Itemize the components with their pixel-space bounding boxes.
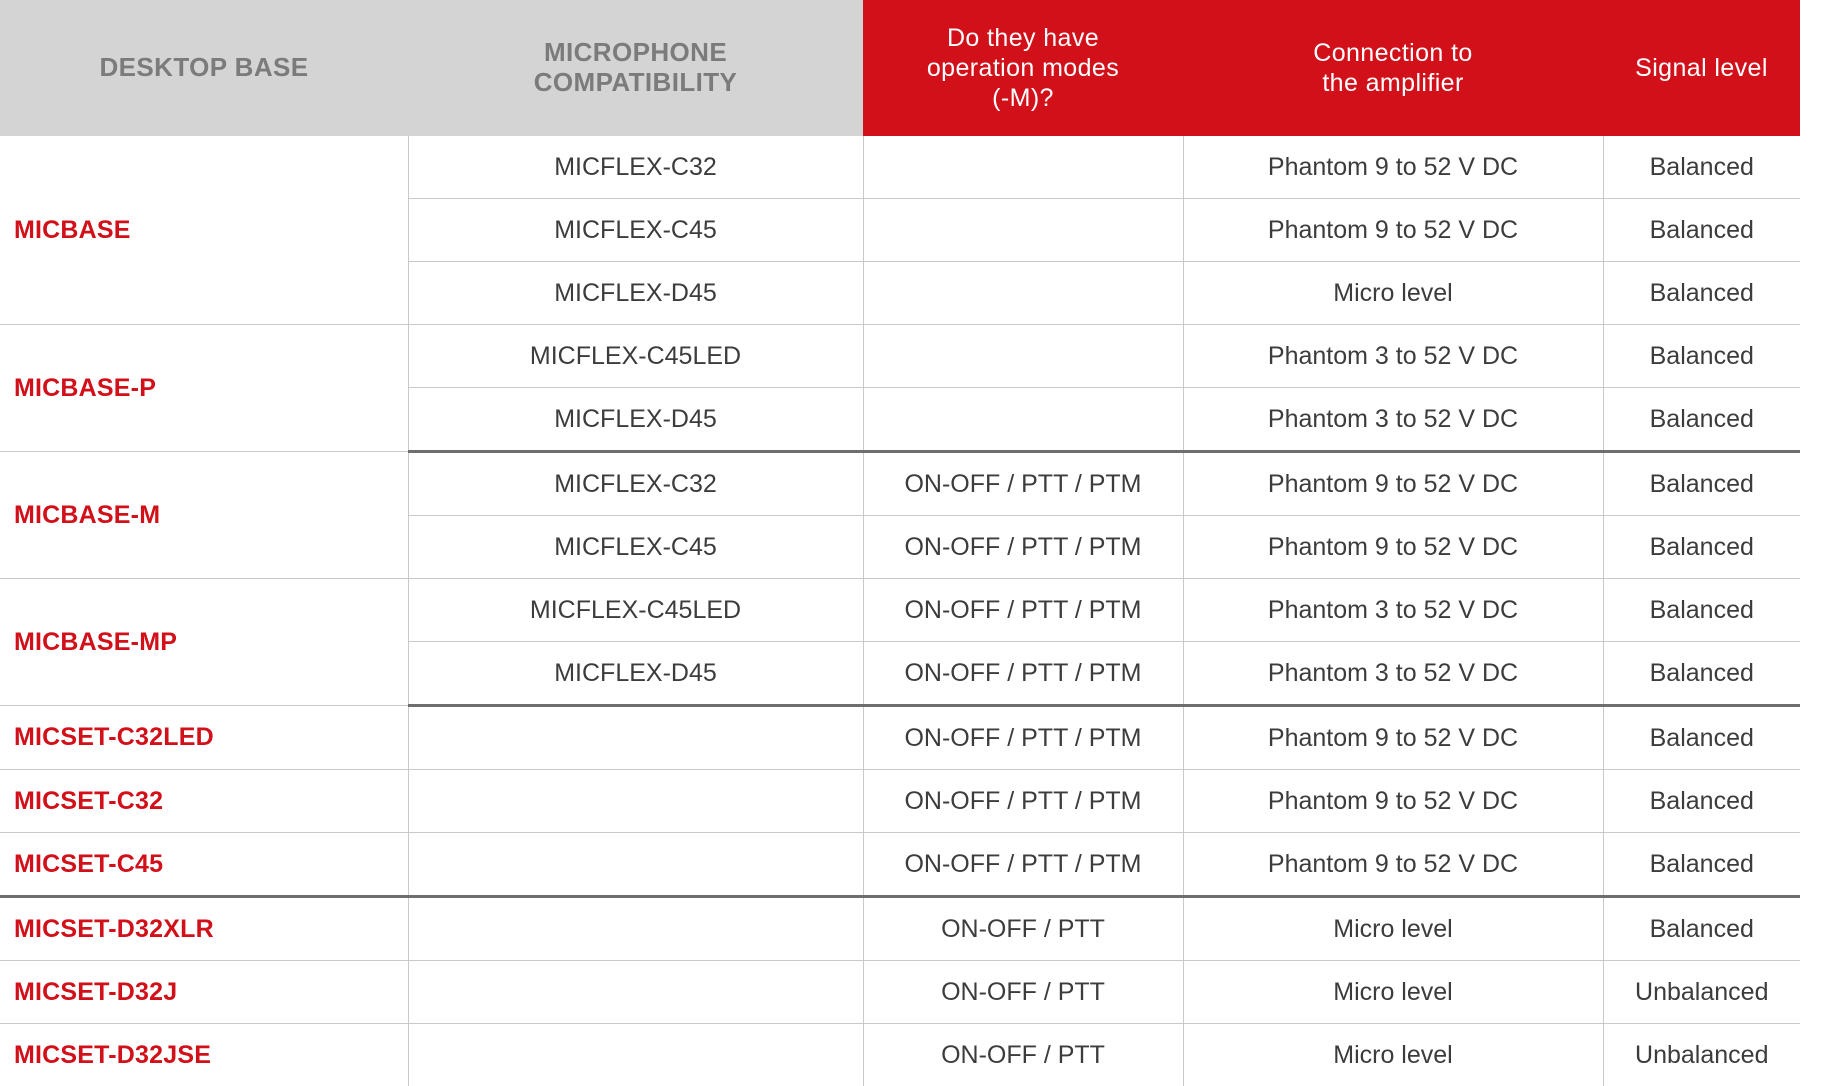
cell-desktop-base: MICSET-C32 bbox=[0, 770, 408, 833]
cell-signal: Balanced bbox=[1603, 516, 1800, 579]
table-body bbox=[0, 136, 1800, 1086]
cell-desktop-base: MICSET-C32LED bbox=[0, 706, 408, 770]
cell-desktop-base: MICBASE-P bbox=[0, 325, 408, 452]
cell-connection: Micro level bbox=[1183, 897, 1603, 961]
table-header-row bbox=[0, 0, 1800, 136]
cell-signal: Balanced bbox=[1603, 706, 1800, 770]
table-header bbox=[0, 0, 1800, 136]
table-row bbox=[0, 325, 1800, 388]
cell-microphone bbox=[408, 961, 863, 1024]
cell-signal: Balanced bbox=[1603, 452, 1800, 516]
cell-signal: Balanced bbox=[1603, 388, 1800, 452]
table-row bbox=[0, 452, 1800, 516]
cell-microphone: MICFLEX-D45 bbox=[408, 262, 863, 325]
column-header-desktop-base-line1: DESKTOP BASE bbox=[0, 53, 408, 83]
cell-connection: Phantom 3 to 52 V DC bbox=[1183, 642, 1603, 706]
column-header-microphone-compatibility-line2: COMPATIBILITY bbox=[408, 68, 863, 98]
cell-modes: ON-OFF / PTT / PTM bbox=[863, 833, 1183, 897]
cell-signal: Balanced bbox=[1603, 262, 1800, 325]
table-row bbox=[0, 897, 1800, 961]
cell-modes: ON-OFF / PTT bbox=[863, 961, 1183, 1024]
cell-microphone: MICFLEX-D45 bbox=[408, 642, 863, 706]
table-row bbox=[0, 770, 1800, 833]
cell-connection: Phantom 9 to 52 V DC bbox=[1183, 199, 1603, 262]
cell-connection: Phantom 9 to 52 V DC bbox=[1183, 452, 1603, 516]
cell-signal: Balanced bbox=[1603, 579, 1800, 642]
cell-modes bbox=[863, 199, 1183, 262]
cell-connection: Phantom 9 to 52 V DC bbox=[1183, 770, 1603, 833]
table-row bbox=[0, 706, 1800, 770]
cell-signal: Unbalanced bbox=[1603, 961, 1800, 1024]
cell-microphone bbox=[408, 770, 863, 833]
cell-desktop-base: MICSET-C45 bbox=[0, 833, 408, 897]
cell-signal: Balanced bbox=[1603, 325, 1800, 388]
cell-modes: ON-OFF / PTT bbox=[863, 1024, 1183, 1086]
cell-microphone bbox=[408, 706, 863, 770]
cell-signal: Balanced bbox=[1603, 770, 1800, 833]
column-header-operation-modes-line2: operation modes bbox=[863, 53, 1183, 83]
cell-modes: ON-OFF / PTT bbox=[863, 897, 1183, 961]
cell-signal: Balanced bbox=[1603, 136, 1800, 199]
cell-desktop-base: MICBASE-MP bbox=[0, 579, 408, 706]
column-header-desktop-base bbox=[0, 0, 408, 136]
table-row bbox=[0, 1024, 1800, 1086]
column-header-connection-to-amplifier bbox=[1183, 0, 1603, 136]
column-header-operation-modes-line1: Do they have bbox=[863, 23, 1183, 53]
cell-connection: Phantom 3 to 52 V DC bbox=[1183, 388, 1603, 452]
cell-modes: ON-OFF / PTT / PTM bbox=[863, 642, 1183, 706]
cell-connection: Phantom 9 to 52 V DC bbox=[1183, 516, 1603, 579]
cell-microphone: MICFLEX-C45LED bbox=[408, 325, 863, 388]
cell-connection: Micro level bbox=[1183, 1024, 1603, 1086]
cell-modes: ON-OFF / PTT / PTM bbox=[863, 516, 1183, 579]
cell-signal: Unbalanced bbox=[1603, 1024, 1800, 1086]
cell-desktop-base: MICSET-D32J bbox=[0, 961, 408, 1024]
cell-desktop-base: MICBASE-M bbox=[0, 452, 408, 579]
cell-modes: ON-OFF / PTT / PTM bbox=[863, 770, 1183, 833]
column-header-microphone-compatibility bbox=[408, 0, 863, 136]
column-header-connection-line1: Connection to bbox=[1183, 38, 1603, 68]
cell-connection: Phantom 9 to 52 V DC bbox=[1183, 706, 1603, 770]
cell-desktop-base: MICSET-D32XLR bbox=[0, 897, 408, 961]
table-row bbox=[0, 136, 1800, 199]
cell-signal: Balanced bbox=[1603, 833, 1800, 897]
cell-modes bbox=[863, 262, 1183, 325]
cell-desktop-base: MICSET-D32JSE bbox=[0, 1024, 408, 1086]
table-row bbox=[0, 579, 1800, 642]
cell-connection: Micro level bbox=[1183, 262, 1603, 325]
cell-modes bbox=[863, 388, 1183, 452]
cell-modes: ON-OFF / PTT / PTM bbox=[863, 706, 1183, 770]
cell-microphone: MICFLEX-D45 bbox=[408, 388, 863, 452]
cell-connection: Micro level bbox=[1183, 961, 1603, 1024]
cell-connection: Phantom 3 to 52 V DC bbox=[1183, 325, 1603, 388]
cell-microphone: MICFLEX-C45 bbox=[408, 199, 863, 262]
cell-modes: ON-OFF / PTT / PTM bbox=[863, 452, 1183, 516]
column-header-signal-level-line1: Signal level bbox=[1603, 53, 1800, 83]
cell-microphone bbox=[408, 897, 863, 961]
cell-modes: ON-OFF / PTT / PTM bbox=[863, 579, 1183, 642]
column-header-signal-level bbox=[1603, 0, 1800, 136]
cell-connection: Phantom 9 to 52 V DC bbox=[1183, 136, 1603, 199]
cell-modes bbox=[863, 325, 1183, 388]
cell-signal: Balanced bbox=[1603, 199, 1800, 262]
cell-connection: Phantom 3 to 52 V DC bbox=[1183, 579, 1603, 642]
column-header-operation-modes bbox=[863, 0, 1183, 136]
cell-microphone: MICFLEX-C32 bbox=[408, 136, 863, 199]
column-header-microphone-compatibility-line1: MICROPHONE bbox=[408, 38, 863, 68]
column-header-operation-modes-line3: (-M)? bbox=[863, 83, 1183, 113]
cell-signal: Balanced bbox=[1603, 642, 1800, 706]
cell-microphone: MICFLEX-C32 bbox=[408, 452, 863, 516]
cell-microphone bbox=[408, 833, 863, 897]
cell-microphone: MICFLEX-C45 bbox=[408, 516, 863, 579]
cell-desktop-base: MICBASE bbox=[0, 136, 408, 325]
cell-signal: Balanced bbox=[1603, 897, 1800, 961]
table-row bbox=[0, 833, 1800, 897]
cell-modes bbox=[863, 136, 1183, 199]
cell-microphone: MICFLEX-C45LED bbox=[408, 579, 863, 642]
column-header-connection-line2: the amplifier bbox=[1183, 68, 1603, 98]
cell-microphone bbox=[408, 1024, 863, 1086]
cell-connection: Phantom 9 to 52 V DC bbox=[1183, 833, 1603, 897]
table-row bbox=[0, 961, 1800, 1024]
